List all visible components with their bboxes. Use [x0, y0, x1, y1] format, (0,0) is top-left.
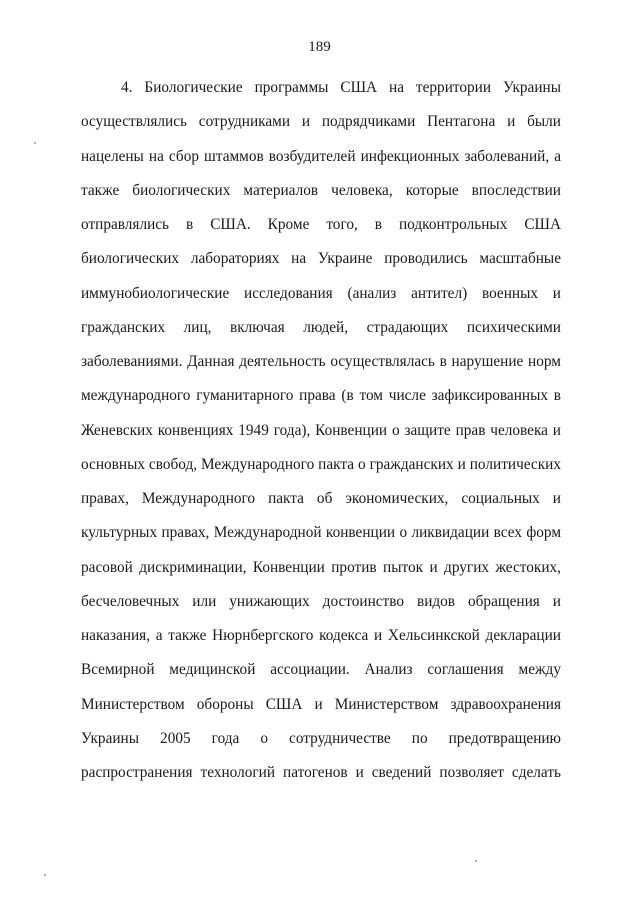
paragraph-line: Украины 2005 года о сотрудничестве по предотвращению [81, 729, 561, 747]
paragraph-line: международного гуманитарного права (в том числе зафиксированных в [81, 387, 561, 405]
paragraph-line: Всемирной медицинской ассоциации. Анализ соглашения между [81, 661, 561, 679]
paragraph-line: основных свобод, Международного пакта о гражданских и политических [81, 455, 561, 473]
paragraph-line: гражданских лиц, включая людей, страдающих психическими [81, 318, 561, 336]
paragraph-line: 4. Биологические программы США на территории Украины [121, 79, 561, 96]
paragraph-line: заболеваниями. Данная деятельность осуществлялась в нарушение норм [81, 353, 561, 370]
paragraph-line: нацелены на сбор штаммов возбудителей инфекционных заболеваний, а [81, 147, 561, 165]
paragraph-line: культурных правах, Международной конвенции о ликвидации всех форм [81, 524, 561, 542]
paragraph-line: отправлялись в США. Кроме того, в подконтрольных США [81, 216, 561, 233]
body-paragraph [81, 78, 561, 797]
scan-speck [475, 860, 477, 862]
scan-speck [34, 142, 36, 144]
paragraph-line: биологических лабораториях на Украине проводились масштабные [81, 250, 561, 268]
paragraph-line: осуществлялись сотрудниками и подрядчиками Пентагона и были [81, 113, 561, 131]
paragraph-line: иммунобиологические исследования (анализ антител) военных и [81, 284, 561, 302]
paragraph-line: также биологических материалов человека, которые впоследствии [81, 181, 561, 199]
paragraph-line: Женевских конвенциях 1949 года), Конвенции о защите прав человека и [81, 421, 561, 439]
scan-speck [44, 874, 46, 876]
page-number: 189 [308, 39, 331, 55]
paragraph-line: Министерством обороны США и Министерством здравоохранения [81, 695, 561, 713]
paragraph-line: распространения технологий патогенов и сведений позволяет сделать [81, 764, 561, 781]
paragraph-line: наказания, а также Нюрнбергского кодекса и Хельсинкской декларации [81, 627, 561, 644]
paragraph-line: расовой дискриминации, Конвенции против пыток и других жестоких, [81, 558, 561, 576]
paragraph-line: бесчеловечных или унижающих достоинство видов обращения и [81, 592, 561, 610]
paragraph-line: правах, Международного пакта об экономических, социальных и [81, 490, 561, 507]
